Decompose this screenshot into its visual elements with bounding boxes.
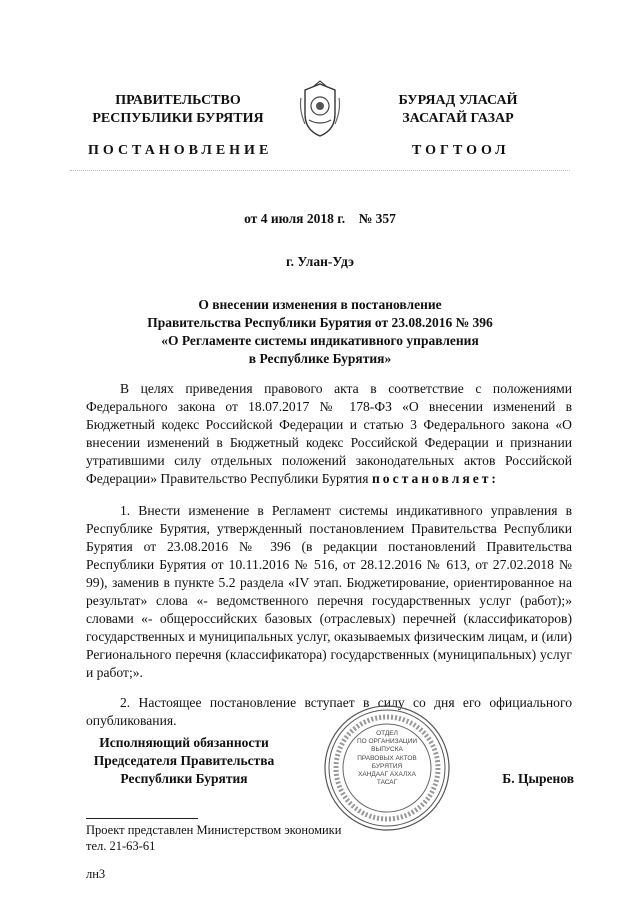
stamp-line2: ПО ОРГАНИЗАЦИИ: [356, 738, 418, 746]
footer-phone: тел. 21-63-61: [86, 839, 156, 853]
header-government-bua: [368, 92, 548, 128]
header-government-ru: [88, 92, 268, 128]
preamble-paragraph: [86, 380, 572, 488]
coat-of-arms-icon: [297, 80, 343, 140]
stamp-text: [347, 730, 427, 787]
signatory-position: [86, 734, 282, 788]
doc-city: г. Улан-Удэ: [286, 254, 354, 269]
doc-date: от 4 июля 2018 г.: [244, 211, 346, 226]
doc-type-bua: ТОГТООЛ: [412, 143, 510, 158]
stamp-line3: ВЫПУСКА: [371, 746, 403, 754]
date-number-line: [60, 211, 580, 227]
position-line2: Председателя Правительства: [93, 753, 275, 768]
header-left-line2: РЕСПУБЛИКИ БУРЯТИЯ: [92, 111, 264, 126]
doc-title: [60, 296, 580, 368]
position-line3: Республики Бурятия: [120, 771, 248, 786]
doc-number: № 357: [358, 211, 396, 226]
title-line3: «О Регламенте системы индикативного управления: [161, 333, 479, 348]
header-left-line1: ПРАВИТЕЛЬСТВО: [115, 93, 241, 108]
position-line1: Исполняющий обязанности: [99, 735, 269, 750]
title-line4: в Республике Бурятия»: [248, 351, 392, 366]
footer-prepared-by: Проект представлен Министерством экономики: [86, 823, 342, 837]
header-right-line1: БУРЯАД УЛАСАЙ: [398, 93, 518, 108]
header-divider: [70, 170, 570, 171]
stamp-line7: ТАСАГ: [376, 779, 398, 787]
doc-type-ru: ПОСТАНОВЛЕНИЕ: [88, 143, 273, 158]
preamble-text: В целях приведения правового акта в соответствие с положениями Федерального закона от 18.07.2017 № 178-ФЗ «О внесении изменений в Бюджетный кодекс Российской Федерации и статью 3 Федерального закона «О внесении изменений в Бюджетный кодекс Российской Федерации и признании утратившими силу отдельных положений законодательных актов Российской Федерации» Правительство Республики Бурятия: [86, 381, 572, 486]
title-line1: О внесении изменения в постановление: [198, 297, 442, 312]
signatory-name: Б. Цыренов: [502, 771, 574, 786]
footer-code: лн3: [86, 867, 106, 881]
doc-body: [86, 380, 572, 730]
stamp-line6: ХАНДААГ АХАЛХА: [358, 771, 416, 779]
stamp-line1: ОТДЕЛ: [376, 730, 398, 737]
stamp-line4: ПРАВОВЫХ АКТОВ: [357, 754, 417, 762]
item-1: 1. Внести изменение в Регламент системы индикативного управления в Республике Бурятия, утвержденный постановлением Правительства Республики Бурятия от 23.08.2016 № 396 (в редакции постановлений Правительства Республики Бурятия от 10.11.2016 № 516, от 28.12.2016 № 613, от 27.02.2018 № 99), заменив в пункте 5.2 раздела «IV этап. Бюджетирование, ориентированное на результат» слова «- ведомственного перечня государственных услуг (работ);» словами «- общероссийских базовых (отраслевых) перечней (классификаторов) государственных и муниципальных услуг, оказываемых физическим лицам, и (или) Регионального перечня (классификатора) государственных (муниципальных) услуг и работ;».: [86, 503, 572, 680]
item-2: 2. Настоящее постановление вступает в силу со дня его официального опубликования.: [86, 695, 572, 728]
official-stamp-seal: [322, 703, 452, 833]
title-line2: Правительства Республики Бурятия от 23.08.2016 № 396: [147, 315, 493, 330]
header-right-line2: ЗАСАГАЙ ГАЗАР: [402, 111, 514, 126]
decree-word: постановляет:: [371, 471, 499, 486]
stamp-line5: БУРЯТИЯ: [371, 762, 403, 770]
footer-divider: [86, 818, 198, 819]
